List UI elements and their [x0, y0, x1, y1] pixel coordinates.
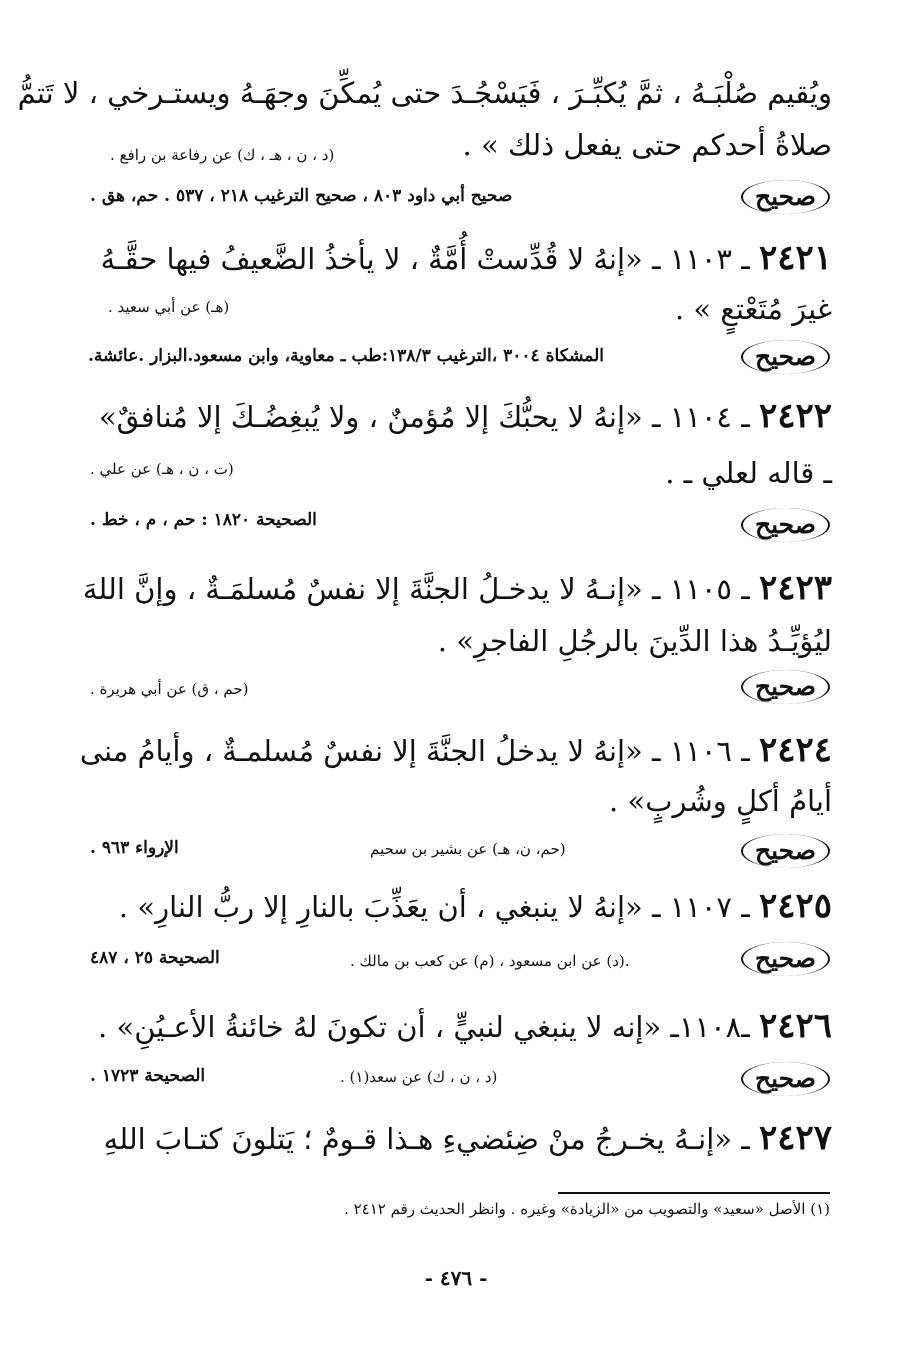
hadith-source: (هـ) عن أبي سعيد . — [108, 298, 230, 316]
hadith-reference: الصحيحة ١٧٢٣ . — [90, 1066, 206, 1086]
hadith-source: .(د) عن ابن مسعود ، (م) عن كعب بن مالك . — [350, 952, 630, 970]
hadith-2421 — [80, 238, 832, 278]
hadith-text: أيامُ أكلٍ وشُربٍ» . — [609, 784, 832, 818]
hadith-text: ـ «إنـهُ يخـرجُ منْ ضِئضيءِ هـذا قـومٌ ؛ يَتلونَ كتـابَ اللهِ — [103, 1122, 750, 1156]
grade-badge: صحيح — [741, 508, 830, 542]
hadith-text: ويُقيم صُلْبَـهُ ، ثمَّ يُكبِّـرَ ، فَيَسْجُـدَ حتى يُمكِّنَ وجهَـهُ ويستـرخي ، لا تَتمُّ — [17, 76, 832, 110]
grade-badge: صحيح — [741, 834, 830, 868]
hadith-2427 — [80, 1118, 832, 1158]
hadith-source: (حم ، ق) عن أبي هريرة . — [90, 680, 249, 698]
hadith-2422 — [80, 396, 832, 436]
grade-badge: صحيح — [741, 340, 830, 374]
hadith-number: ٢٤٢٧ — [758, 1118, 832, 1158]
footnote: (١) الأصل «سعيد» والتصويب من «الزيادة» وغيره . وانظر الحديث رقم ٢٤١٢ . — [344, 1200, 830, 1218]
hadith-text: غيرَ مُتَعْتعٍ » . — [675, 292, 832, 326]
page-number: - ٤٧٦ - — [424, 1266, 488, 1290]
hadith-2424 — [80, 730, 832, 770]
hadith-text: ـ قاله لعلي ـ . — [665, 456, 832, 490]
hadith-number: ٢٤٢١ — [758, 238, 832, 278]
hadith-number: ٢٤٢٣ — [758, 568, 832, 608]
hadith-number: ٢٤٢٥ — [758, 886, 832, 926]
hadith-number: ٢٤٢٢ — [758, 396, 832, 436]
hadith-source: (د ، ن ، هـ ، ك) عن رفاعة بن رافع . — [110, 146, 335, 164]
hadith-2426 — [80, 1006, 832, 1046]
hadith-2423 — [80, 568, 832, 608]
hadith-reference: المشكاة ٣٠٠٤ ،الترغيب ١٣٨/٣:طب ـ معاوية، وابن مسعود.البزار .عائشة. — [88, 346, 604, 366]
grade-badge: صحيح — [741, 1062, 830, 1096]
hadith-text: ليُؤيِّـدُ هذا الدِّينَ بالرجُلِ الفاجرِ» . — [437, 624, 832, 658]
hadith-text: صلاةُ أحدكم حتى يفعل ذلك » . — [462, 128, 832, 162]
hadith-text: ـ ١١٠٥ ـ «إنـهُ لا يدخـلُ الجنَّةَ إلا نفسٌ مُسلمَـةٌ ، وإنَّ اللهَ — [82, 572, 750, 606]
hadith-number: ٢٤٢٦ — [758, 1006, 832, 1046]
hadith-reference: الإرواء ٩٦٣ . — [90, 838, 179, 858]
hadith-text: ـ١١٠٨ـ «إنه لا ينبغي لنبيٍّ ، أن تكونَ لهُ خائنةُ الأعـيُنِ» . — [98, 1010, 750, 1044]
hadith-text: ـ ١١٠٤ ـ «إنهُ لا يحبُّكَ إلا مُؤمنٌ ، ولا يُبغِضُـكَ إلا مُنافقٌ» — [98, 400, 750, 434]
hadith-2425 — [80, 886, 832, 926]
hadith-source: (ت ، ن ، هـ) عن علي . — [90, 460, 234, 478]
footnote-rule — [558, 1192, 830, 1194]
hadith-reference: الصحيحة ٢٥ ، ٤٨٧ — [90, 948, 220, 968]
hadith-source: (حم، ن، هـ) عن بشير بن سحيم — [370, 840, 566, 858]
hadith-source: (د ، ن ، ك) عن سعد(١) . — [340, 1068, 498, 1086]
hadith-number: ٢٤٢٤ — [758, 730, 832, 770]
hadith-text: ـ ١١٠٧ ـ «إنهُ لا ينبغي ، أن يعَذِّبَ بالنارِ إلا ربُّ النارِ» . — [118, 890, 750, 924]
grade-badge: صحيح — [741, 180, 830, 214]
hadith-reference: الصحيحة ١٨٢٠ : حم ، م ، خط . — [90, 510, 317, 530]
grade-badge: صحيح — [741, 670, 830, 704]
hadith-text: ـ ١١٠٣ ـ «إنهُ لا قُدِّستْ أُمَّةٌ ، لا يأخذُ الضَّعيفُ فيها حقَّـهُ — [100, 242, 750, 276]
grade-badge: صحيح — [741, 942, 830, 976]
hadith-text: ـ ١١٠٦ ـ «إنهُ لا يدخلُ الجنَّةَ إلا نفسٌ مُسلمـةٌ ، وأيامُ منى — [79, 734, 750, 768]
hadith-reference: صحيح أبي داود ٨٠٣ ، صحيح الترغيب ٢١٨ ، ٥٣٧ . حم، هق . — [90, 186, 513, 206]
